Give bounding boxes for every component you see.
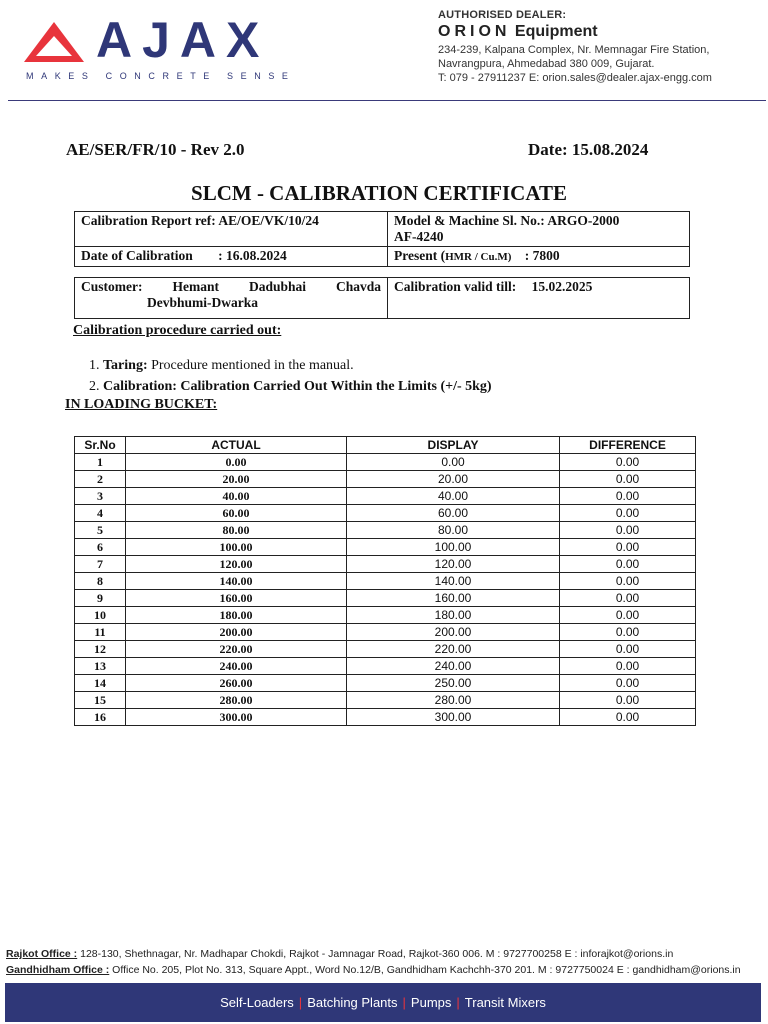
row-display: 300.00 (347, 709, 560, 726)
row-difference: 0.00 (560, 573, 696, 590)
report-ref-cell (75, 212, 388, 247)
table-row (75, 454, 696, 471)
customer-middle-name: Dadubhai (248, 279, 306, 294)
product-separator: | (298, 995, 303, 1010)
row-display: 0.00 (347, 454, 560, 471)
table-header-row (75, 437, 696, 454)
row-difference: 0.00 (560, 624, 696, 641)
table-row (75, 590, 696, 607)
document-date: Date: 15.08.2024 (528, 140, 649, 159)
table-row (75, 692, 696, 709)
table-row (75, 675, 696, 692)
row-display: 250.00 (347, 675, 560, 692)
logo-wordmark: AJAX (96, 12, 270, 68)
row-actual: 220.00 (126, 641, 347, 658)
row-srno: 12 (75, 641, 126, 658)
procedure-steps (89, 355, 492, 397)
table-row (75, 488, 696, 505)
row-actual: 60.00 (126, 505, 347, 522)
row-actual: 300.00 (126, 709, 347, 726)
calibration-info-table (74, 211, 690, 267)
header-divider (8, 100, 766, 101)
header-srno: Sr.No (75, 437, 126, 454)
dealer-brand (438, 23, 712, 41)
product-banner (5, 983, 761, 1022)
row-difference: 0.00 (560, 641, 696, 658)
rajkot-office-text: 128-130, Shethnagar, Nr. Madhapar Chokdi, Rajkot - Jamnagar Road, Rajkot-360 006. M : 9727700258 E : inforajkot@orions.in (77, 948, 674, 960)
row-srno: 2 (75, 471, 126, 488)
procedure-title: Calibration procedure carried out: (73, 323, 282, 338)
step-2-text: Calibration: Calibration Carried Out Within the Limits (+/- 5kg) (103, 379, 492, 394)
header-actual: ACTUAL (126, 437, 347, 454)
calibration-date-label: Date of Calibration (81, 248, 193, 263)
row-actual: 40.00 (126, 488, 347, 505)
present-label: Present ( (394, 248, 446, 263)
row-display: 40.00 (347, 488, 560, 505)
product-batching-plants: Batching Plants (307, 995, 398, 1010)
report-ref: Calibration Report ref: AE/OE/VK/10/24 (81, 213, 319, 228)
calibration-date-cell (75, 247, 388, 267)
row-display: 160.00 (347, 590, 560, 607)
row-difference: 0.00 (560, 488, 696, 505)
row-srno: 8 (75, 573, 126, 590)
rajkot-office (6, 948, 673, 960)
customer-place: Devbhumi-Dwarka (147, 295, 259, 310)
product-pumps: Pumps (410, 995, 452, 1010)
row-actual: 140.00 (126, 573, 347, 590)
row-srno: 10 (75, 607, 126, 624)
dealer-block (438, 9, 712, 85)
customer-cell (75, 278, 388, 319)
row-actual: 200.00 (126, 624, 347, 641)
row-srno: 6 (75, 539, 126, 556)
table-row (75, 471, 696, 488)
row-srno: 5 (75, 522, 126, 539)
customer-info-table (74, 277, 690, 319)
step-1-label: Taring: (103, 358, 148, 373)
valid-till-cell (388, 278, 690, 319)
customer-last-name: Chavda (335, 279, 381, 294)
document-ref: AE/SER/FR/10 - Rev 2.0 (66, 140, 245, 159)
row-srno: 1 (75, 454, 126, 471)
row-difference: 0.00 (560, 522, 696, 539)
present-unit: HMR / Cu.M) (445, 251, 512, 263)
step-1-text: Procedure mentioned in the manual. (151, 358, 354, 373)
row-actual: 20.00 (126, 471, 347, 488)
model-line2: AF-4240 (394, 229, 444, 244)
row-difference: 0.00 (560, 692, 696, 709)
row-display: 100.00 (347, 539, 560, 556)
procedure-step-2 (89, 376, 492, 397)
row-difference: 0.00 (560, 556, 696, 573)
header-difference: DIFFERENCE (560, 437, 696, 454)
row-display: 120.00 (347, 556, 560, 573)
valid-till-label: Calibration valid till: (394, 279, 517, 294)
present-value: : 7800 (524, 248, 560, 263)
row-display: 140.00 (347, 573, 560, 590)
row-srno: 11 (75, 624, 126, 641)
dealer-address-line2: Navrangpura, Ahmedabad 380 009, Gujarat. (438, 58, 655, 70)
row-difference: 0.00 (560, 675, 696, 692)
row-actual: 160.00 (126, 590, 347, 607)
table-row (75, 505, 696, 522)
row-display: 20.00 (347, 471, 560, 488)
calibration-date-value: : 16.08.2024 (218, 248, 287, 263)
product-separator: | (456, 995, 460, 1010)
row-actual: 260.00 (126, 675, 347, 692)
product-transit-mixers: Transit Mixers (464, 995, 546, 1010)
gandhidham-office (6, 964, 741, 976)
row-display: 180.00 (347, 607, 560, 624)
dealer-contact: T: 079 - 27911237 E: orion.sales@dealer.ajax-engg.com (438, 72, 712, 84)
row-actual: 180.00 (126, 607, 347, 624)
rajkot-office-label: Rajkot Office : (6, 948, 78, 960)
logo-tagline: MAKES CONCRETE SENSE (26, 71, 296, 81)
table-row (75, 522, 696, 539)
row-actual: 240.00 (126, 658, 347, 675)
calibration-data-table (74, 436, 696, 726)
product-separator: | (402, 995, 406, 1010)
row-actual: 80.00 (126, 522, 347, 539)
certificate-title: SLCM - CALIBRATION CERTIFICATE (191, 181, 567, 205)
dealer-brand-equipment: Equipment (514, 23, 598, 40)
row-display: 220.00 (347, 641, 560, 658)
row-difference: 0.00 (560, 505, 696, 522)
row-display: 200.00 (347, 624, 560, 641)
gandhidham-office-text: Office No. 205, Plot No. 313, Square Appt., Word No.12/B, Gandhidham Kachchh-370 201. M : 9727750024 E : gandhidham@orions.in (109, 964, 741, 976)
model-line1: Model & Machine Sl. No.: ARGO-2000 (394, 213, 620, 228)
model-cell (388, 212, 690, 247)
row-difference: 0.00 (560, 454, 696, 471)
customer-label: Customer: (81, 279, 143, 294)
row-srno: 15 (75, 692, 126, 709)
dealer-address-line1: 234-239, Kalpana Complex, Nr. Memnagar Fire Station, (438, 44, 710, 56)
present-cell (388, 247, 690, 267)
row-srno: 16 (75, 709, 126, 726)
row-actual: 280.00 (126, 692, 347, 709)
row-actual: 120.00 (126, 556, 347, 573)
step-1-number: 1. (89, 358, 100, 373)
row-display: 240.00 (347, 658, 560, 675)
table-row (75, 607, 696, 624)
row-srno: 3 (75, 488, 126, 505)
step-2-number: 2. (89, 379, 100, 394)
row-srno: 13 (75, 658, 126, 675)
row-srno: 4 (75, 505, 126, 522)
row-difference: 0.00 (560, 607, 696, 624)
row-difference: 0.00 (560, 658, 696, 675)
table-row (75, 709, 696, 726)
procedure-step-1 (89, 355, 492, 376)
row-srno: 14 (75, 675, 126, 692)
row-srno: 9 (75, 590, 126, 607)
ajax-logo-icon (22, 20, 86, 64)
dealer-brand-orion: ORION (438, 23, 511, 40)
product-self-loaders: Self-Loaders (220, 995, 294, 1010)
row-actual: 100.00 (126, 539, 347, 556)
dealer-label: AUTHORISED DEALER: (438, 9, 567, 21)
row-difference: 0.00 (560, 539, 696, 556)
header-display: DISPLAY (347, 437, 560, 454)
valid-till-value: 15.02.2025 (531, 279, 593, 294)
row-difference: 0.00 (560, 471, 696, 488)
row-display: 80.00 (347, 522, 560, 539)
customer-first-name: Hemant (172, 279, 219, 294)
table-row (75, 658, 696, 675)
table-row (75, 641, 696, 658)
row-difference: 0.00 (560, 590, 696, 607)
row-srno: 7 (75, 556, 126, 573)
table-row (75, 539, 696, 556)
loading-bucket-title: IN LOADING BUCKET: (65, 397, 218, 412)
row-difference: 0.00 (560, 709, 696, 726)
gandhidham-office-label: Gandhidham Office : (6, 964, 110, 976)
table-row (75, 556, 696, 573)
customer-line (81, 279, 381, 295)
table-row (75, 624, 696, 641)
row-display: 280.00 (347, 692, 560, 709)
table-row (75, 573, 696, 590)
row-display: 60.00 (347, 505, 560, 522)
row-actual: 0.00 (126, 454, 347, 471)
